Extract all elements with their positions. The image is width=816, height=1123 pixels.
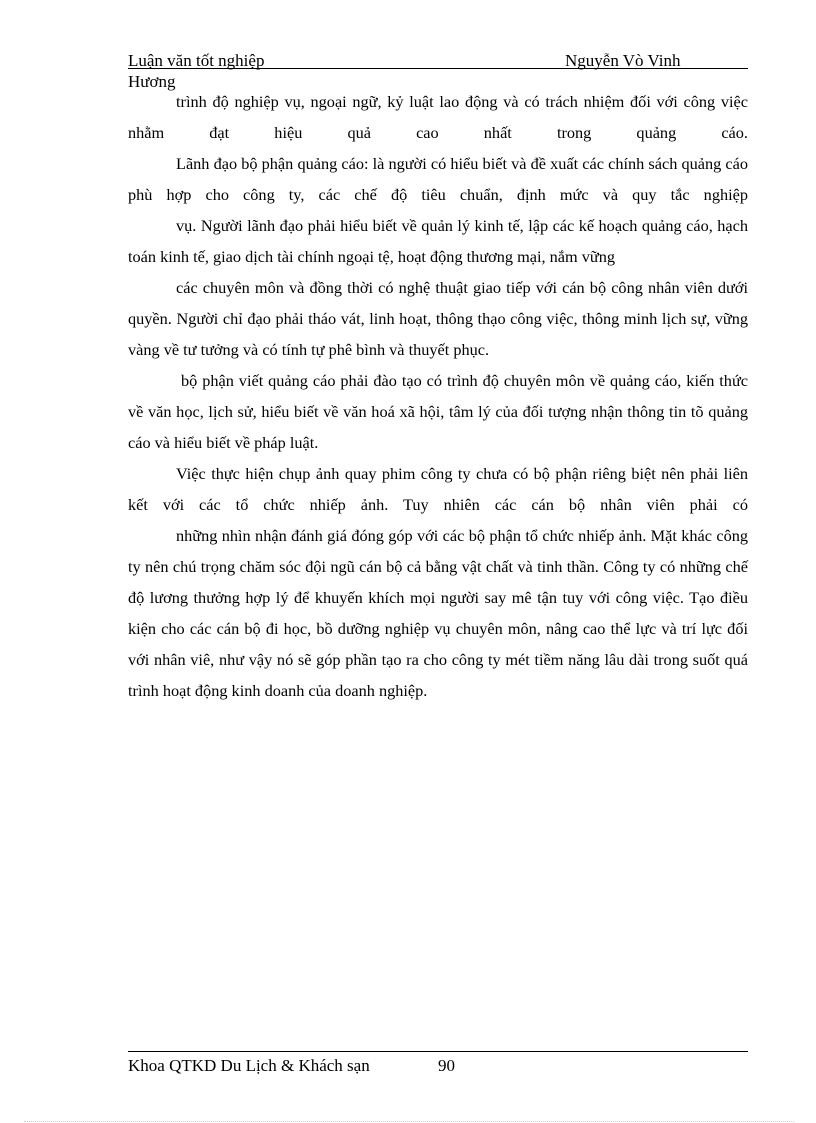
header-author: Nguyễn Vò Vinh [565,51,681,70]
paragraph-3: vụ. Người lãnh đạo phải hiểu biết về quản lý kinh tế, lập các kế hoạch quảng cáo, hạch toán kinh tế, giao dịch tài chính ngoại tệ, hoạt động thương mại, nắm vững [128,216,748,266]
paragraph-5: bộ phận viết quảng cáo phải đào tạo có trình độ chuyên môn về quảng cáo, kiến thức về văn học, lịch sử, hiểu biết về văn hoá xã hội, tâm lý của đối tượng nhận thông tin tõ quảng cáo và hiểu biết về pháp luật. [128,371,748,452]
header-rule [128,68,748,69]
paragraph-6: Việc thực hiện chụp ảnh quay phim công ty chưa có bộ phận riêng biệt nên phải liên kết với các tổ chức nhiếp ảnh. Tuy nhiên các cán bộ nhân viên phải có [128,464,748,514]
footer-department: Khoa QTKD Du Lịch & Khách sạn [128,1056,370,1075]
page-edge-dotted-line [24,1121,794,1122]
body-text [128,86,748,706]
paragraph-1: trình độ nghiệp vụ, ngoại ngữ, kỷ luật lao động và có trách nhiệm đối với công việc nhằm đạt hiệu quả cao nhất trong quảng cáo. [128,92,748,142]
footer-rule [128,1051,748,1052]
paragraph-4: các chuyên môn và đồng thời có nghệ thuật giao tiếp với cán bộ công nhân viên dưới quyền. Người chỉ đạo phải tháo vát, linh hoạt, thông thạo công việc, thông minh lịch sự, vững vàng về tư tưởng và có tính tự phê bình và thuyết phục. [128,278,748,359]
paragraph-2: Lãnh đạo bộ phận quảng cáo: là người có hiểu biết và đề xuất các chính sách quảng cáo phù hợp cho công ty, các chế độ tiêu chuẩn, định mức và quy tắc nghiệp [128,154,748,204]
paragraph-7: những nhìn nhận đánh giá đóng góp với các bộ phận tổ chức nhiếp ảnh. Mặt khác công ty nên chú trọng chăm sóc đội ngũ cán bộ cả bằng vật chất và tinh thần. Công ty có những chế độ lương thưởng hợp lý để khuyến khích mọi người say mê tận tuy với công việc. Tạo điều kiện cho các cán bộ đi học, bồ dưỡng nghiệp vụ chuyên môn, nâng cao thể lực và trí lực đối với nhân viê, như vậy nó sẽ góp phần tạo ra cho công ty mét tiềm năng lâu dài trong suốt quá trình hoạt động kinh doanh của doanh nghiệp. [128,526,748,700]
page-number: 90 [438,1056,455,1075]
header-title: Luận văn tốt nghiệp [128,51,265,70]
header-author-continuation: Hương [128,72,176,91]
